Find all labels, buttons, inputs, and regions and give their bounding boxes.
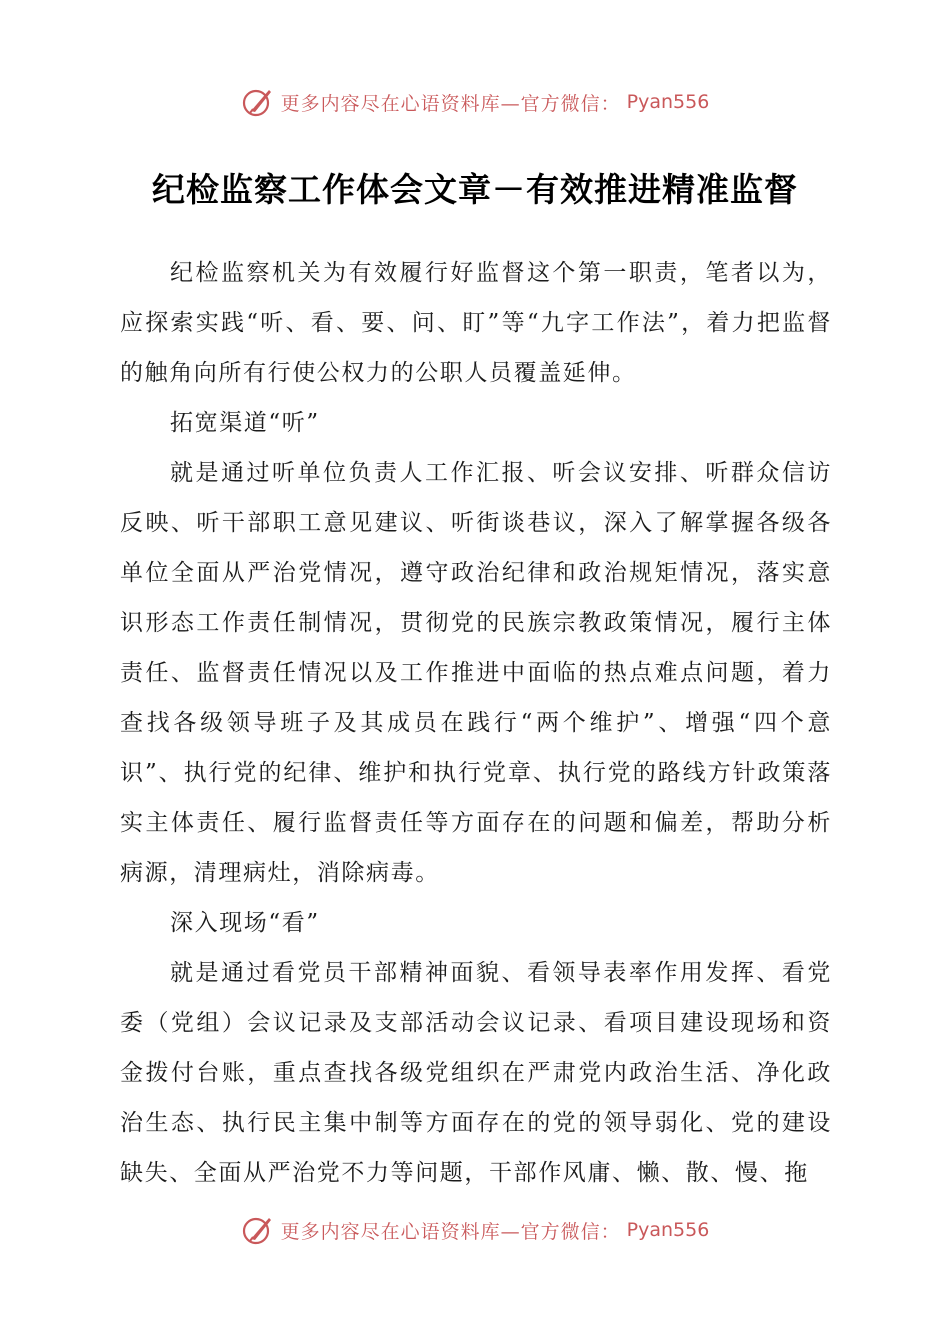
paragraph-intro: 纪检监察机关为有效履行好监督这个第一职责，笔者以为，应探索实践“听、看、要、问、盯”等“九字工作法”，着力把监督的触角向所有行使公权力的公职人员覆盖延伸。 bbox=[120, 260, 832, 386]
paragraph-listen: 就是通过听单位负责人工作汇报、听会议安排、听群众信访反映、听干部职工意见建议、听街谈巷议，深入了解掌握各级各单位全面从严治党情况，遵守政治纪律和政治规矩情况，落实意识形态工作责任制情况，贯彻党的民族宗教政策情况，履行主体责任、监督责任情况以及工作推进中面临的热点难点问题，着力查找各级领导班子及其成员在践行“两个维护”、增强“四个意识”、执行党的纪律、维护和执行党章、执行党的路线方针政策落实主体责任、履行监督责任等方面存在的问题和偏差，帮助分析病源，清理病灶，消除病毒。 bbox=[120, 460, 832, 886]
wechat-id: Pyan556 bbox=[626, 1219, 710, 1241]
document-body bbox=[120, 248, 832, 1198]
section-heading-look: 深入现场“看” bbox=[170, 910, 320, 936]
quill-pen-logo-icon bbox=[241, 1213, 275, 1247]
header-banner bbox=[0, 82, 950, 122]
quill-pen-logo-icon bbox=[241, 85, 275, 119]
document-title: 纪检监察工作体会文章－有效推进精准监督 bbox=[152, 170, 798, 209]
banner-text: 更多内容尽在心语资料库—官方微信： bbox=[280, 92, 621, 115]
banner-text: 更多内容尽在心语资料库—官方微信： bbox=[280, 1220, 621, 1243]
wechat-id: Pyan556 bbox=[626, 91, 710, 113]
section-heading-listen: 拓宽渠道“听” bbox=[170, 410, 320, 436]
footer-banner bbox=[0, 1210, 950, 1250]
paragraph-look: 就是通过看党员干部精神面貌、看领导表率作用发挥、看党委（党组）会议记录及支部活动会议记录、看项目建设现场和资金拨付台账，重点查找各级党组织在严肃党内政治生活、净化政治生态、执行民主集中制等方面存在的党的领导弱化、党的建设缺失、全面从严治党不力等问题，干部作风庸、懒、散、慢、拖 bbox=[120, 960, 832, 1186]
